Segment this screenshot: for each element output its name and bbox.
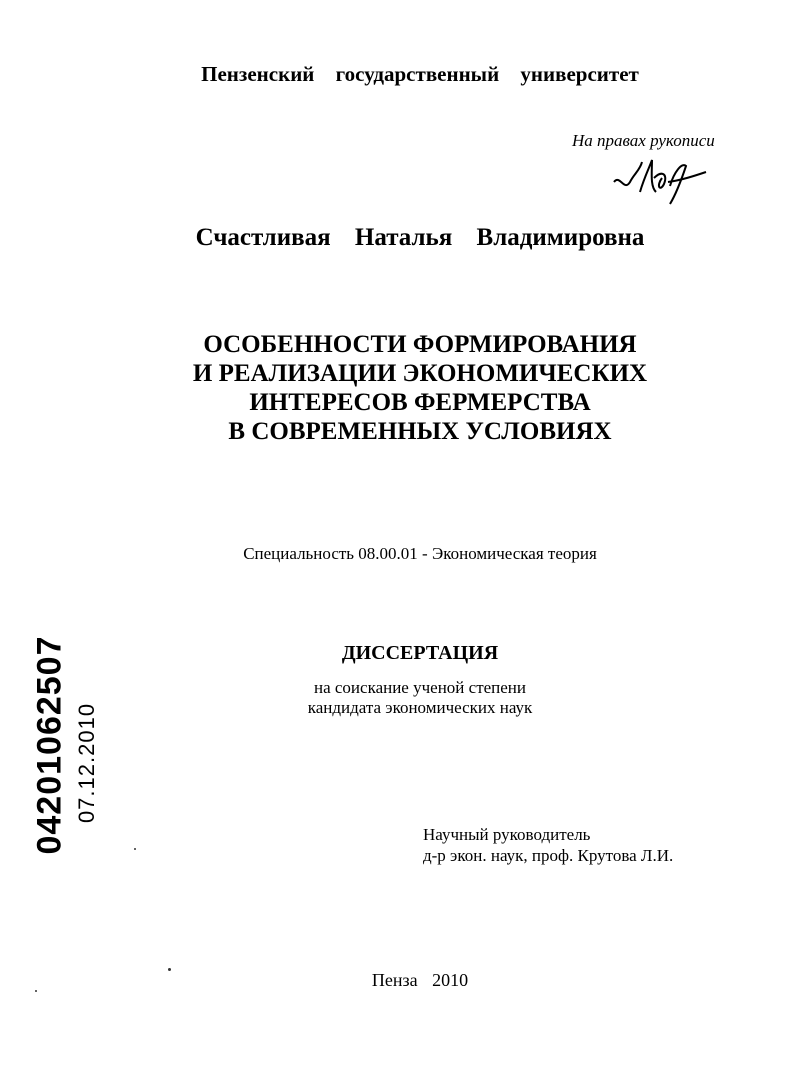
scan-speck <box>134 848 136 850</box>
supervisor-block <box>423 824 673 866</box>
document-type: ДИССЕРТАЦИЯ <box>341 642 499 664</box>
library-code: 04201062507 <box>30 635 69 855</box>
degree-statement <box>0 678 795 718</box>
title-line: ИНТЕРЕСОВ ФЕРМЕРСТВА <box>249 389 591 416</box>
specialty: Специальность 08.00.01 - Экономическая теория <box>243 544 597 563</box>
author-name: Счастливая Наталья Владимировна <box>195 224 645 251</box>
title-line: ОСОБЕННОСТИ ФОРМИРОВАНИЯ <box>203 331 637 358</box>
title-line: В СОВРЕМЕННЫХ УСЛОВИЯХ <box>228 418 612 445</box>
library-date: 07.12.2010 <box>74 702 99 824</box>
city-year: Пенза 2010 <box>371 970 469 990</box>
supervisor-line: д-р экон. наук, проф. Крутова Л.И. <box>423 846 674 865</box>
scan-speck <box>168 968 171 971</box>
rights-note: На правах рукописи <box>572 131 715 150</box>
degree-line: на соискание ученой степени <box>313 678 527 697</box>
title-line: И РЕАЛИЗАЦИИ ЭКОНОМИЧЕСКИХ <box>192 360 648 387</box>
handwritten-signature <box>612 152 708 212</box>
university-name: Пензенский государственный университет <box>201 62 639 86</box>
supervisor-line: Научный руководитель <box>423 825 591 844</box>
scan-speck <box>35 990 37 992</box>
degree-line: кандидата экономических наук <box>307 698 533 717</box>
dissertation-title <box>0 330 795 446</box>
